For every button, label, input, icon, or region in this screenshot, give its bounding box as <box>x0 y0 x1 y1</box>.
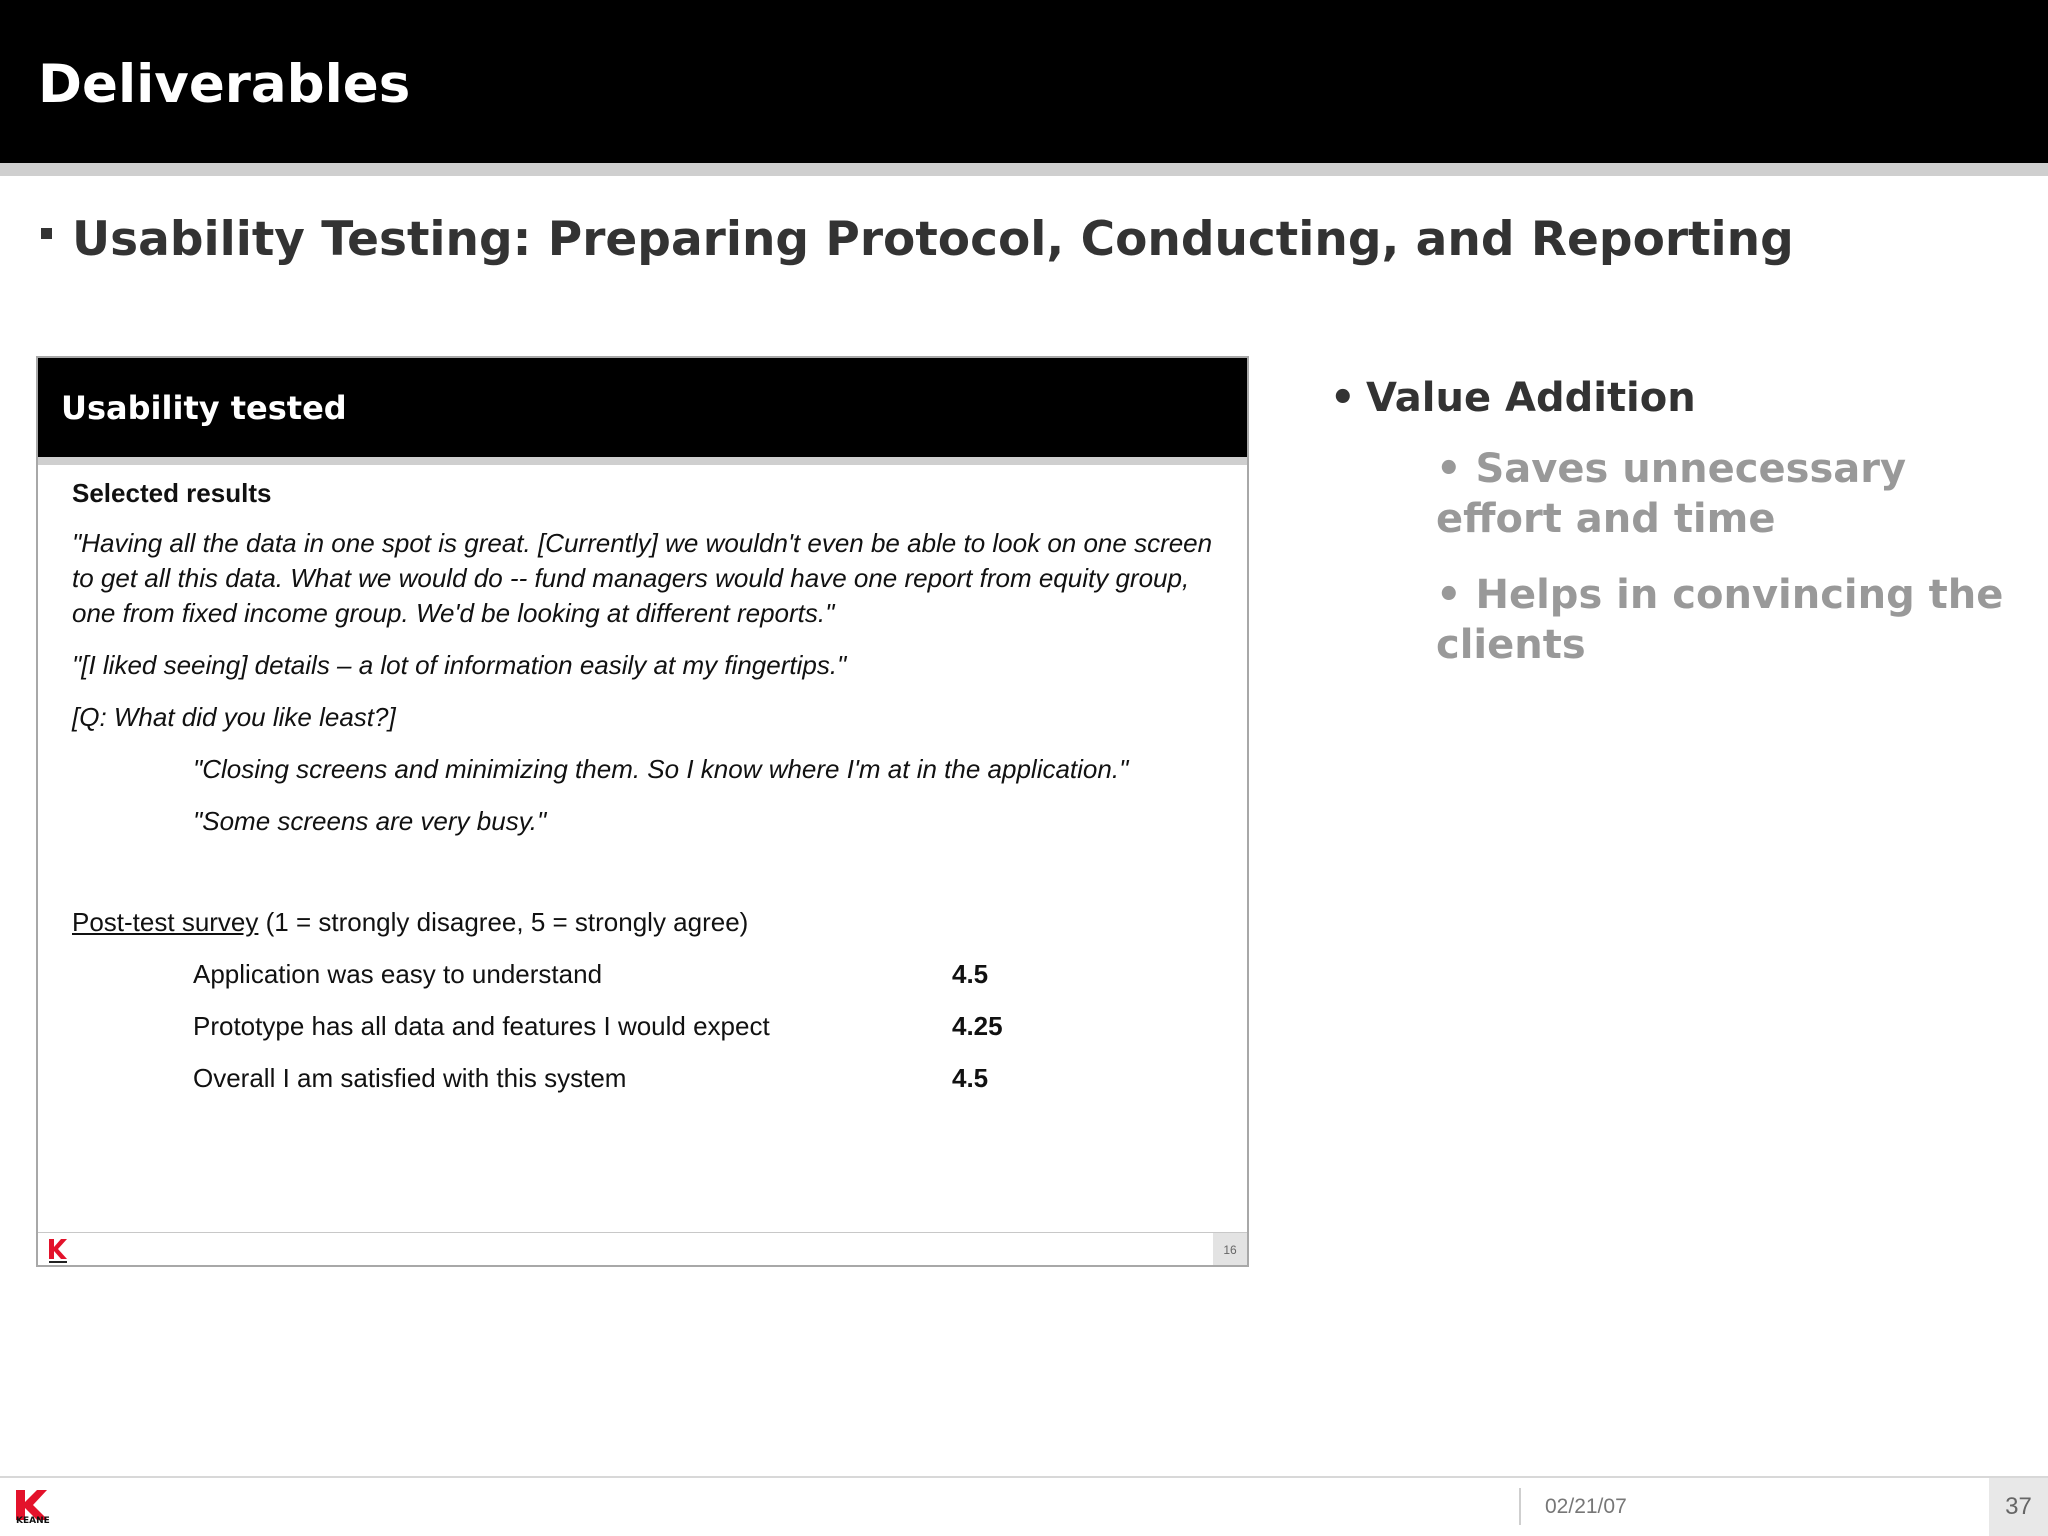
thumbnail-page-number: 16 <box>1213 1233 1247 1267</box>
survey-item: Application was easy to understand <box>193 959 603 989</box>
survey-row <box>72 957 1222 1009</box>
value-addition-list <box>1330 370 2030 670</box>
survey-scale: (1 = strongly disagree, 5 = strongly agree) <box>258 907 749 937</box>
question-least: [Q: What did you like least?] <box>72 702 396 732</box>
survey-score: 4.25 <box>952 1011 1003 1041</box>
slide-title: Deliverables <box>38 54 411 115</box>
value-addition-heading: • Value Addition <box>1330 370 2030 426</box>
embedded-slide-thumbnail <box>36 356 1249 1267</box>
footer-divider <box>1519 1488 1521 1525</box>
quote-2: "[I liked seeing] details – a lot of information easily at my fingertips." <box>72 650 847 680</box>
quote-3: "Closing screens and minimizing them. So I know where I'm at in the application." <box>193 754 1129 784</box>
selected-results-heading: Selected results <box>72 478 272 508</box>
survey-item: Overall I am satisfied with this system <box>193 1063 627 1093</box>
quote-1: "Having all the data in one spot is great. [Currently] we wouldn't even be able to look on one screen to get all this data. What we would do -- fund managers would have one report from equity group, one from fixed income group. We'd be looking at different reports." <box>72 528 1213 628</box>
value-point: • Saves unnecessary effort and time <box>1436 446 1907 542</box>
thumbnail-body <box>72 476 1222 1113</box>
title-bar-rule <box>0 163 2048 176</box>
survey-score: 4.5 <box>952 1063 989 1093</box>
logo-wordmark: KEANE <box>16 1516 50 1526</box>
keane-logo-icon <box>48 1238 68 1264</box>
survey-heading <box>72 905 1222 939</box>
survey-score: 4.5 <box>952 959 989 989</box>
footer-date: 02/21/07 <box>1545 1495 1627 1518</box>
survey-item: Prototype has all data and features I would expect <box>193 1011 770 1041</box>
value-point: • Helps in convincing the clients <box>1436 572 2004 668</box>
square-bullet-icon <box>41 228 52 239</box>
survey-link: Post-test survey <box>72 907 259 937</box>
quote-4: "Some screens are very busy." <box>193 806 547 836</box>
slide-subtitle: Usability Testing: Preparing Protocol, Conducting, and Reporting <box>72 212 1794 267</box>
survey-row <box>72 1009 1222 1061</box>
thumbnail-title: Usability tested <box>61 389 347 427</box>
page-number: 37 <box>1989 1478 2048 1536</box>
thumbnail-title-rule <box>38 457 1247 465</box>
thumbnail-footer-rule <box>38 1232 1247 1233</box>
survey-row <box>72 1061 1222 1113</box>
footer-rule <box>0 1476 2048 1478</box>
